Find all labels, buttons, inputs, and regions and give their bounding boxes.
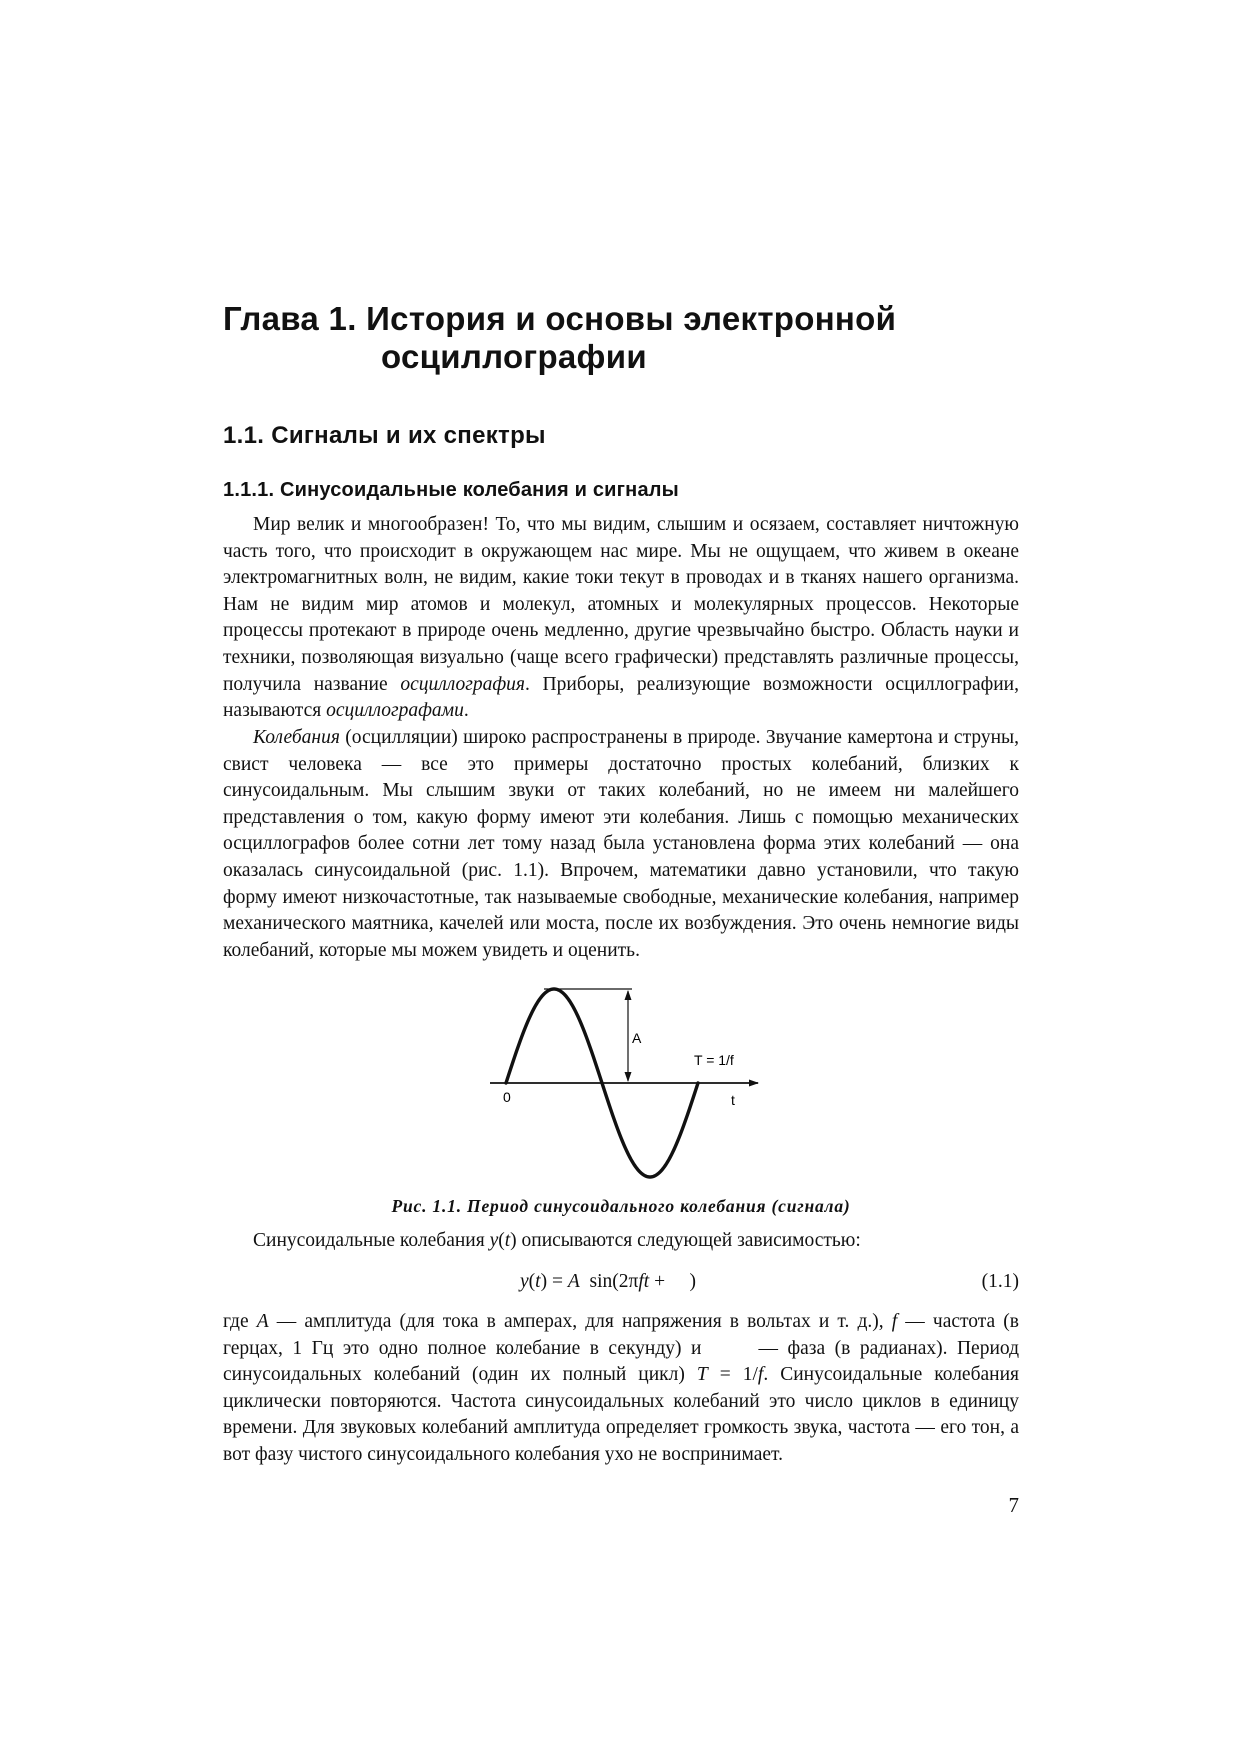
formula-y: y — [520, 1271, 529, 1292]
paragraph-1 — [223, 512, 1019, 725]
p1-text-a: Мир велик и многообразен! То, что мы видим, слышим и осязаем, составляет ничтожную часть того, что происходит в окружающем нас мире. Мы не ощущаем, что живем в океане электромагнитных волн, не видим, какие токи текут в проводах и в тканях нашего организма. Нам не видим мир атомов и молекул, атомных и молекулярных процессов. Некоторые процессы протекают в природе очень медленно, другие чрезвычайно быстро. Область науки и техники, позволяющая визуально (чаще всего графически) представлять различные процессы, получила название — [223, 514, 1019, 695]
p3-c: — частота (в герцах, 1 Гц это одно полное колебание в секунду) и — фаза (в радианах). Период синусоидальных колебаний (один их полный цикл) — [223, 1311, 1024, 1386]
page-number: 7 — [1008, 1493, 1019, 1517]
period-label: T = 1/f — [694, 1052, 734, 1068]
paragraph-3 — [223, 1309, 1024, 1469]
p1-text-c: . — [463, 700, 469, 722]
term-oscilloscopes: осциллографами — [326, 700, 464, 722]
time-axis-label: t — [731, 1092, 735, 1108]
formula: y(t) = A sin(2πft + ) — [520, 1271, 696, 1292]
sine-wave-figure — [470, 975, 770, 1195]
p3-a: где — [223, 1311, 257, 1332]
term-oscillography: осциллография — [400, 673, 525, 695]
p3-frequency: f — [891, 1311, 898, 1332]
formula-eq: ) = — [540, 1271, 568, 1292]
figure-caption: Рис. 1.1. Период синусоидального колебания (сигнала) — [391, 1196, 851, 1216]
chapter-title-line2: осциллографии — [381, 338, 647, 375]
term-oscillations: Колебания — [253, 727, 340, 748]
section-heading: 1.1. Сигналы и их спектры — [223, 422, 546, 449]
p2-text: (осцилляции) широко распространены в природе. Звучание камертона и струны, свист человека — все это примеры достаточно простых колебаний, близких к синусоидальным. Мы слышим звуки от таких колебаний, но не имеем ни малейшего представления о том, какую форму имеют эти колебания. Лишь с помощью механических осциллографов более сотни лет тому назад была установлена форма этих колебаний — она оказалась синусоидальной (рис. 1.1). Впрочем, математики давно установили, что такую форму имеют низкочастотные, так называемые свободные, механические колебания, например механического маятника, качелей или моста, после их возбуждения. Это очень немногие виды колебаний, которые мы можем увидеть и оценить. — [223, 727, 1019, 961]
formula-intro-y: y — [489, 1230, 499, 1251]
origin-label: 0 — [503, 1089, 511, 1105]
p3-d: = 1/ — [707, 1364, 758, 1386]
p1-text-b: . Приборы, реализующие возможности осциллографии, называются — [223, 673, 1019, 722]
p3-b: — амплитуда (для тока в амперах, для напряжения в вольтах и т. д.), — [268, 1311, 892, 1332]
formula-ft: ft — [638, 1271, 650, 1292]
equation-number: (1.1) — [981, 1271, 1019, 1292]
paragraph-2 — [223, 725, 1019, 964]
formula-intro-a: Синусоидальные колебания — [253, 1230, 490, 1251]
p3-period: T — [696, 1364, 708, 1386]
formula-intro-b: описываются следующей зависимостью: — [516, 1230, 861, 1251]
p3-frequency-2: f — [757, 1364, 764, 1386]
p3-e: . Синусоидальные колебания циклически повторяются. Частота синусоидальных колебаний это число циклов в единицу времени. Для звуковых колебаний амплитуда определяет громкость звука, частота — его тон, а вот фазу чистого синусоидального колебания ухо не воспринимает. — [223, 1364, 1020, 1465]
subsection-heading: 1.1.1. Синусоидальные колебания и сигналы — [223, 479, 679, 501]
p3-amplitude: A — [256, 1311, 269, 1332]
chapter-title-line1: Глава 1. История и основы электронной — [223, 300, 897, 337]
formula-sin: sin(2π — [579, 1271, 639, 1292]
formula-tail: + ) — [649, 1271, 696, 1292]
chapter-title — [223, 300, 1023, 376]
amplitude-label: A — [632, 1030, 642, 1046]
formula-t: t — [535, 1271, 541, 1292]
formula-intro-t: t — [504, 1230, 511, 1251]
formula-amplitude: A — [567, 1271, 580, 1292]
formula-intro: Синусоидальные колебания y(t) описываются следующей зависимостью: — [253, 1230, 861, 1251]
